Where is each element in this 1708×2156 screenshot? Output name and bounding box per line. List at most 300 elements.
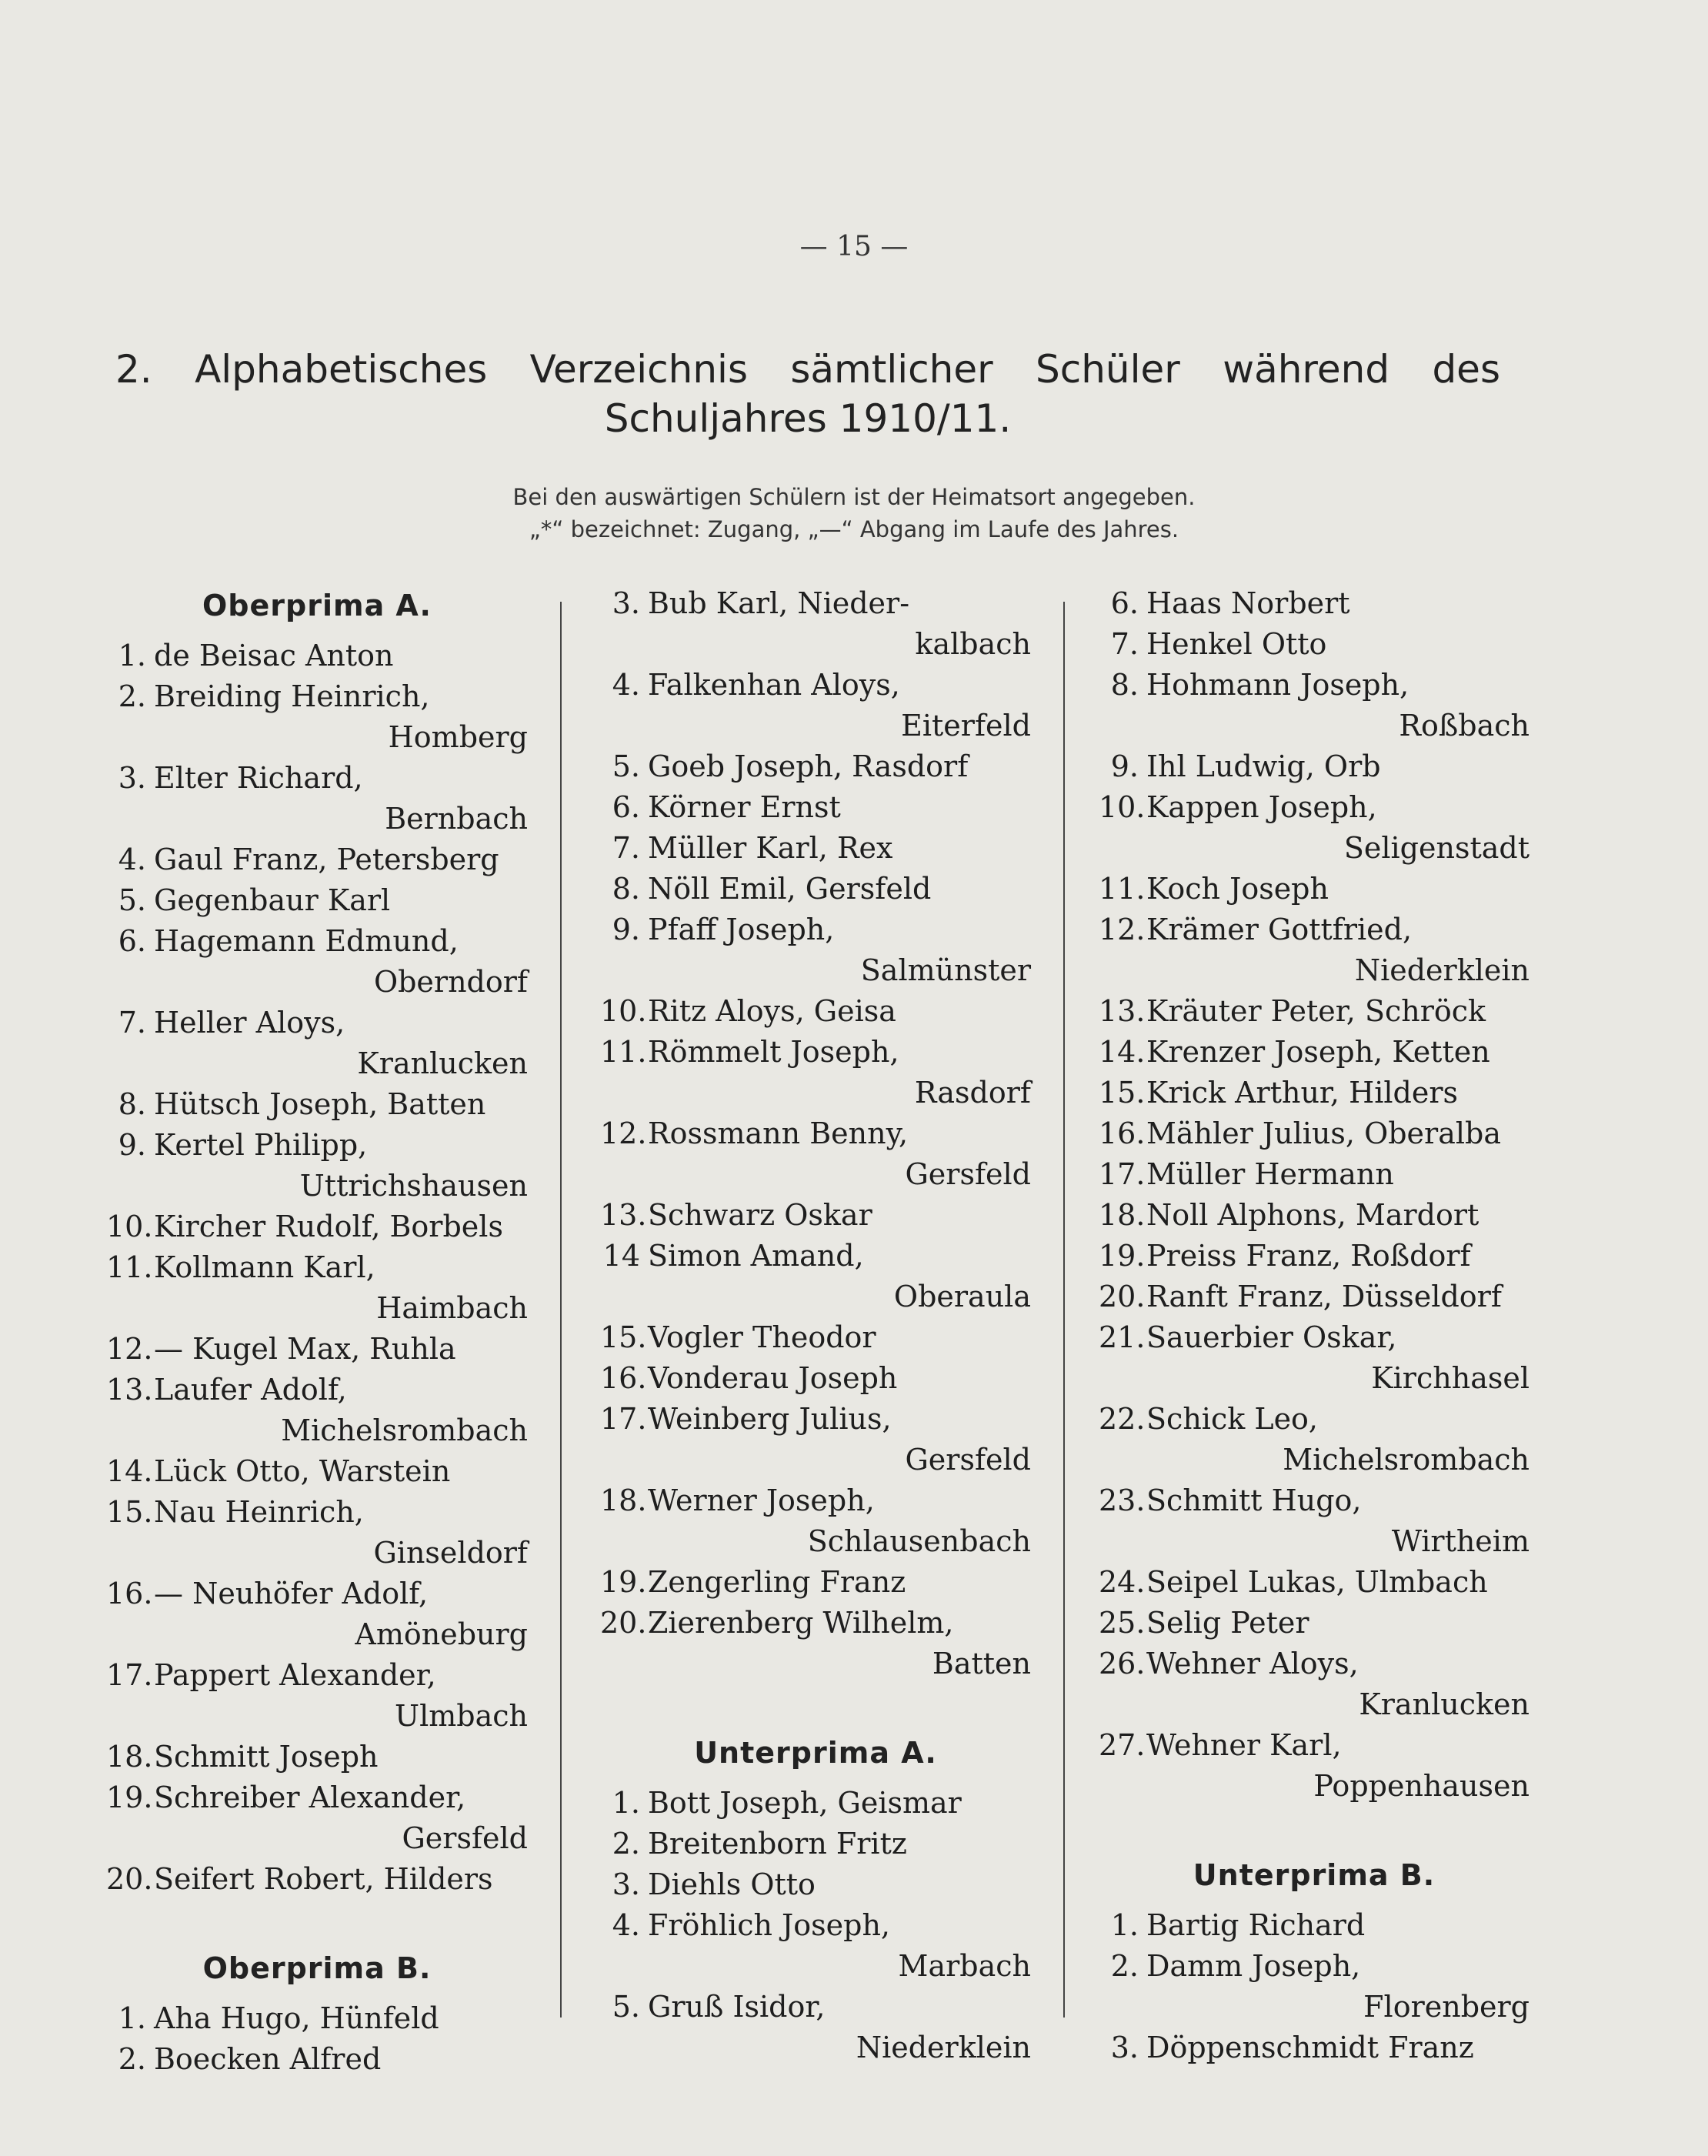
student-name: [600, 1603, 1031, 1644]
student-number: 1.: [118, 2001, 146, 2035]
student-hometown: Kranlucken: [1359, 1687, 1530, 1721]
student-name: [600, 1195, 1031, 1236]
student-number: 2.: [612, 1827, 640, 1861]
student-entry: [600, 1236, 1031, 1317]
student-hometown: Oberaula: [893, 1280, 1031, 1313]
student-name-text: Damm Joseph,: [1146, 1949, 1361, 1983]
section-title: [115, 345, 1500, 443]
student-name: [106, 1574, 528, 1614]
student-entry: [106, 636, 528, 676]
student-name: [1099, 1236, 1530, 1277]
student-number: 4.: [612, 668, 640, 702]
student-number: 27.: [1099, 1728, 1146, 1762]
student-entry: [106, 1206, 528, 1247]
student-hometown: Schlausenbach: [807, 1524, 1031, 1558]
student-number: 17.: [600, 1402, 647, 1436]
legend-note: [0, 481, 1708, 546]
student-name: [106, 1003, 528, 1043]
student-name-text: Fröhlich Joseph,: [648, 1908, 891, 1942]
student-name: [1099, 624, 1530, 665]
student-name: [600, 1987, 1031, 2028]
student-name-text: Goeb Joseph, Rasdorf: [648, 749, 969, 783]
student-name: [600, 1905, 1031, 1946]
student-number: 8.: [612, 872, 640, 906]
student-hometown: Wirtheim: [1391, 1524, 1530, 1558]
student-entry: [600, 1987, 1031, 2068]
student-entry: [600, 1317, 1031, 1358]
note-line-1: Bei den auswärtigen Schülern ist der Heimatsort angegeben.: [512, 484, 1196, 510]
student-entry: [106, 1998, 528, 2039]
student-name-text: Hagemann Edmund,: [154, 924, 459, 958]
student-number: 10.: [106, 1210, 153, 1243]
student-entry: [1099, 1032, 1530, 1073]
student-list: [106, 636, 528, 1900]
student-name: [600, 1032, 1031, 1073]
column-2: [600, 583, 1031, 2068]
student-name-text: Krämer Gottfried,: [1146, 913, 1413, 946]
student-number: 13.: [600, 1198, 647, 1232]
student-name: [106, 1492, 528, 1533]
student-name: [600, 1480, 1031, 1521]
student-name-text: Henkel Otto: [1146, 627, 1327, 661]
student-number: 5.: [118, 883, 146, 917]
student-name: [600, 869, 1031, 909]
student-name: [106, 1329, 528, 1370]
student-name: [600, 909, 1031, 950]
class-heading: Oberprima A.: [202, 589, 432, 622]
student-name: [106, 1737, 528, 1777]
student-hometown: Gersfeld: [905, 1443, 1031, 1477]
student-name: [1099, 1113, 1530, 1154]
student-entry: [106, 1084, 528, 1125]
student-number: 24.: [1099, 1565, 1146, 1599]
student-hometown: Gersfeld: [402, 1821, 528, 1855]
student-list: [106, 1998, 528, 2080]
column-1: [106, 583, 528, 2080]
student-name: [600, 746, 1031, 787]
class-heading: Unterprima B.: [1193, 1858, 1436, 1892]
student-entry: [1099, 1277, 1530, 1317]
student-name-text: Falkenhan Aloys,: [648, 668, 900, 702]
student-entry: [600, 787, 1031, 828]
column-divider: [1063, 602, 1065, 2017]
student-hometown: Batten: [932, 1647, 1031, 1680]
student-entry: [600, 665, 1031, 746]
student-name: [106, 758, 528, 799]
student-name: [1099, 1725, 1530, 1766]
student-entry: [1099, 1946, 1530, 2028]
student-list: [600, 1783, 1031, 2068]
student-entry: [600, 1032, 1031, 1113]
student-entry: [106, 921, 528, 1003]
student-number: 12.: [600, 1116, 647, 1150]
student-name-text: Hohmann Joseph,: [1146, 668, 1409, 702]
student-number: 5.: [612, 1990, 640, 2024]
student-name-text: Lück Otto, Warstein: [154, 1454, 451, 1488]
student-entry: [106, 1247, 528, 1329]
student-name: [1099, 1905, 1530, 1946]
student-name: [600, 1317, 1031, 1358]
student-hometown: Niederklein: [856, 2031, 1031, 2064]
student-name: [1099, 1399, 1530, 1440]
student-list: [600, 583, 1031, 1684]
student-name: [1099, 1644, 1530, 1684]
student-hometown: Roßbach: [1399, 709, 1530, 743]
student-name-text: Noll Alphons, Mardort: [1146, 1198, 1479, 1232]
student-name-text: Breitenborn Fritz: [648, 1827, 907, 1861]
student-name: [106, 1206, 528, 1247]
student-entry: [106, 880, 528, 921]
student-name-text: Römmelt Joseph,: [648, 1035, 899, 1069]
student-name: [106, 1247, 528, 1288]
student-number: 22.: [1099, 1402, 1146, 1436]
student-name: [106, 676, 528, 717]
student-name-text: Schick Leo,: [1146, 1402, 1319, 1436]
title-line-1: 2. Alphabetisches Verzeichnis sämtlicher Schüler während des: [115, 347, 1500, 392]
student-name: [1099, 583, 1530, 624]
student-hometown: Amöneburg: [355, 1617, 528, 1651]
student-entry: [600, 1195, 1031, 1236]
student-number: 18.: [600, 1484, 647, 1517]
column-3: [1099, 583, 1530, 2068]
student-name-text: Kircher Rudolf, Borbels: [154, 1210, 503, 1243]
student-name: [600, 1824, 1031, 1864]
student-hometown: Haimbach: [376, 1291, 528, 1325]
student-number: 7.: [612, 831, 640, 865]
page-number: — 15 —: [799, 231, 909, 262]
student-entry: [600, 1480, 1031, 1562]
student-hometown: Eiterfeld: [901, 709, 1031, 743]
student-number: 20.: [600, 1606, 647, 1640]
student-name: [1099, 1073, 1530, 1113]
student-name-text: Zierenberg Wilhelm,: [648, 1606, 954, 1640]
student-name: [600, 1236, 1031, 1277]
student-entry: [106, 758, 528, 839]
student-entry: [600, 583, 1031, 665]
student-name-text: Pfaff Joseph,: [648, 913, 835, 946]
student-name-text: Mähler Julius, Oberalba: [1146, 1116, 1501, 1150]
student-name: [1099, 1946, 1530, 1987]
student-number: 12.: [106, 1332, 153, 1366]
student-entry: [600, 1603, 1031, 1684]
student-number: 13.: [1099, 994, 1146, 1028]
student-name-text: Gruß Isidor,: [648, 1990, 826, 2024]
student-name-text: Aha Hugo, Hünfeld: [154, 2001, 439, 2035]
student-name-text: Haas Norbert: [1146, 586, 1350, 620]
student-number: 1.: [612, 1786, 640, 1820]
student-number: 3.: [612, 586, 640, 620]
student-hometown: Kirchhasel: [1371, 1361, 1530, 1395]
student-name-text: Rossmann Benny,: [648, 1116, 909, 1150]
student-name-text: Ihl Ludwig, Orb: [1146, 749, 1381, 783]
student-name: [1099, 1603, 1530, 1644]
student-hometown: Bernbach: [385, 802, 528, 836]
student-entry: [106, 1492, 528, 1574]
student-number: 16.: [106, 1577, 153, 1610]
student-name-text: Bott Joseph, Geismar: [648, 1786, 962, 1820]
student-number: 3.: [118, 761, 146, 795]
student-name-text: Kertel Philipp,: [154, 1128, 368, 1162]
student-entry: [600, 1399, 1031, 1480]
student-number: 9.: [118, 1128, 146, 1162]
student-name: [106, 1370, 528, 1410]
student-name-text: Diehls Otto: [648, 1867, 816, 1901]
student-name-text: Wehner Karl,: [1146, 1728, 1342, 1762]
student-number: 17.: [1099, 1157, 1146, 1191]
student-number: 14.: [106, 1454, 153, 1488]
note-line-2: „*“ bezeichnet: Zugang, „—“ Abgang im Laufe des Jahres.: [529, 516, 1179, 542]
student-number: 12.: [1099, 913, 1146, 946]
student-entry: [600, 1864, 1031, 1905]
student-name: [106, 839, 528, 880]
student-entry: [1099, 869, 1530, 909]
student-name-text: Döppenschmidt Franz: [1146, 2031, 1474, 2064]
student-entry: [1099, 1154, 1530, 1195]
student-name-text: Wehner Aloys,: [1146, 1647, 1359, 1680]
student-number: 11.: [106, 1250, 153, 1284]
student-name-text: Ritz Aloys, Geisa: [648, 994, 896, 1028]
student-name: [106, 1998, 528, 2039]
student-hometown: Rasdorf: [914, 1076, 1031, 1110]
student-name-text: Laufer Adolf,: [154, 1373, 347, 1407]
student-number: 23.: [1099, 1484, 1146, 1517]
student-name: [600, 1358, 1031, 1399]
student-name-text: Weinberg Julius,: [648, 1402, 892, 1436]
student-entry: [106, 1777, 528, 1859]
student-number: 7.: [1110, 627, 1139, 661]
student-name-text: Krick Arthur, Hilders: [1146, 1076, 1458, 1110]
student-entry: [106, 839, 528, 880]
student-number: 6.: [118, 924, 146, 958]
student-entry: [600, 869, 1031, 909]
student-name: [1099, 1480, 1530, 1521]
student-name-text: de Beisac Anton: [154, 639, 394, 672]
student-name: [1099, 991, 1530, 1032]
student-name-text: Gegenbaur Karl: [154, 883, 391, 917]
student-number: 5.: [612, 749, 640, 783]
student-name-text: Pappert Alexander,: [154, 1658, 436, 1692]
student-name: [1099, 746, 1530, 787]
student-list: [1099, 1905, 1530, 2068]
student-number: 1.: [118, 639, 146, 672]
student-entry: [600, 746, 1031, 787]
student-number: 10.: [1099, 790, 1146, 824]
student-number: 6.: [612, 790, 640, 824]
student-hometown: kalbach: [915, 627, 1031, 661]
student-name-text: Boecken Alfred: [154, 2042, 382, 2076]
student-number: 11.: [600, 1035, 647, 1069]
student-entry: [1099, 909, 1530, 991]
student-number: 6.: [1110, 586, 1139, 620]
class-heading: Unterprima A.: [694, 1736, 937, 1770]
student-hometown: Michelsrombach: [1283, 1443, 1530, 1477]
student-name-text: Müller Hermann: [1146, 1157, 1394, 1191]
student-number: 20.: [1099, 1280, 1146, 1313]
student-hometown: Niederklein: [1354, 953, 1530, 987]
student-hometown: Oberndorf: [373, 965, 528, 999]
student-name-text: Koch Joseph: [1146, 872, 1329, 906]
student-name-text: Kollmann Karl,: [154, 1250, 375, 1284]
student-list: [1099, 583, 1530, 1807]
student-entry: [1099, 2028, 1530, 2068]
student-name: [600, 1783, 1031, 1824]
student-number: 4.: [612, 1908, 640, 1942]
student-entry: [1099, 1480, 1530, 1562]
student-number: 13.: [106, 1373, 153, 1407]
student-number: 15.: [1099, 1076, 1146, 1110]
student-name-text: Vonderau Joseph: [648, 1361, 898, 1395]
student-hometown: Kranlucken: [357, 1046, 528, 1080]
student-name-text: Bub Karl, Nieder-: [648, 586, 910, 620]
student-name: [1099, 787, 1530, 828]
student-entry: [106, 1329, 528, 1370]
student-entry: [1099, 624, 1530, 665]
student-name: [600, 787, 1031, 828]
student-name: [1099, 1277, 1530, 1317]
student-number: 16.: [1099, 1116, 1146, 1150]
student-entry: [1099, 1195, 1530, 1236]
student-number: 17.: [106, 1658, 153, 1692]
student-entry: [106, 1737, 528, 1777]
student-name: [106, 1451, 528, 1492]
student-entry: [1099, 746, 1530, 787]
student-entry: [600, 1905, 1031, 1987]
student-number: 20.: [106, 1862, 153, 1896]
student-name-text: Werner Joseph,: [648, 1484, 875, 1517]
student-name: [600, 1399, 1031, 1440]
student-name-text: Krenzer Joseph, Ketten: [1146, 1035, 1490, 1069]
student-name-text: Sauerbier Oskar,: [1146, 1320, 1397, 1354]
student-number: 3.: [1110, 2031, 1139, 2064]
student-name-text: Hütsch Joseph, Batten: [154, 1087, 486, 1121]
student-entry: [106, 1125, 528, 1206]
student-hometown: Uttrichshausen: [299, 1169, 528, 1203]
student-number: 15.: [106, 1495, 153, 1529]
student-number: 19.: [1099, 1239, 1146, 1273]
student-entry: [600, 828, 1031, 869]
column-divider: [560, 602, 562, 2017]
student-hometown: Homberg: [388, 720, 528, 754]
student-name-text: Müller Karl, Rex: [648, 831, 893, 865]
student-name-text: Selig Peter: [1146, 1606, 1309, 1640]
student-name-text: Seipel Lukas, Ulmbach: [1146, 1565, 1488, 1599]
student-hometown: Gersfeld: [905, 1157, 1031, 1191]
student-name: [600, 991, 1031, 1032]
student-entry: [1099, 1113, 1530, 1154]
class-heading: Oberprima B.: [202, 1951, 432, 1985]
student-name: [1099, 869, 1530, 909]
student-name-text: — Kugel Max, Ruhla: [154, 1332, 456, 1366]
student-name: [600, 1562, 1031, 1603]
student-entry: [600, 1824, 1031, 1864]
student-name-text: Kräuter Peter, Schröck: [1146, 994, 1486, 1028]
student-number: 2.: [1110, 1949, 1139, 1983]
student-name-text: Kappen Joseph,: [1146, 790, 1377, 824]
student-name-text: Schwarz Oskar: [648, 1198, 872, 1232]
student-number: 8.: [1110, 668, 1139, 702]
student-number: 4.: [118, 843, 146, 876]
student-number: 3.: [612, 1867, 640, 1901]
student-name: [106, 921, 528, 962]
student-entry: [1099, 1073, 1530, 1113]
student-hometown: Ulmbach: [395, 1699, 528, 1733]
student-name-text: Schmitt Hugo,: [1146, 1484, 1362, 1517]
student-hometown: Poppenhausen: [1313, 1769, 1530, 1803]
student-name: [1099, 1195, 1530, 1236]
student-name-text: Zengerling Franz: [648, 1565, 906, 1599]
student-entry: [600, 909, 1031, 991]
student-number: 8.: [118, 1087, 146, 1121]
student-number: 19.: [600, 1565, 647, 1599]
student-hometown: Ginseldorf: [373, 1536, 528, 1570]
student-entry: [106, 2039, 528, 2080]
student-entry: [106, 1003, 528, 1084]
student-name: [600, 665, 1031, 706]
student-name-text: Nöll Emil, Gersfeld: [648, 872, 932, 906]
student-name: [1099, 1032, 1530, 1073]
student-entry: [106, 1655, 528, 1737]
student-name-text: Ranft Franz, Düsseldorf: [1146, 1280, 1502, 1313]
student-number: 16.: [600, 1361, 647, 1395]
student-name-text: Preiss Franz, Roßdorf: [1146, 1239, 1471, 1273]
student-entry: [106, 1370, 528, 1451]
student-name: [1099, 1317, 1530, 1358]
student-name-text: — Neuhöfer Adolf,: [154, 1577, 429, 1610]
student-number: 14: [602, 1239, 640, 1273]
student-entry: [1099, 991, 1530, 1032]
student-name: [106, 1084, 528, 1125]
student-name: [1099, 909, 1530, 950]
student-name: [600, 583, 1031, 624]
student-entry: [1099, 1317, 1530, 1399]
student-entry: [1099, 787, 1530, 869]
student-name: [600, 828, 1031, 869]
student-number: 26.: [1099, 1647, 1146, 1680]
student-entry: [600, 1113, 1031, 1195]
student-number: 2.: [118, 679, 146, 713]
student-name-text: Seifert Robert, Hilders: [154, 1862, 493, 1896]
student-name: [600, 1113, 1031, 1154]
student-number: 2.: [118, 2042, 146, 2076]
student-name-text: Schmitt Joseph: [154, 1740, 379, 1774]
student-number: 18.: [1099, 1198, 1146, 1232]
student-entry: [1099, 1725, 1530, 1807]
student-name: [106, 1777, 528, 1818]
student-hometown: Seligenstadt: [1343, 831, 1530, 865]
student-name: [106, 1125, 528, 1166]
student-name-text: Nau Heinrich,: [154, 1495, 364, 1529]
student-name: [106, 636, 528, 676]
student-entry: [106, 1451, 528, 1492]
student-hometown: Salmünster: [860, 953, 1031, 987]
student-hometown: Marbach: [898, 1949, 1031, 1983]
student-name-text: Körner Ernst: [648, 790, 841, 824]
student-name: [600, 1864, 1031, 1905]
student-hometown: Michelsrombach: [281, 1413, 528, 1447]
student-entry: [600, 991, 1031, 1032]
student-name: [106, 1859, 528, 1900]
student-entry: [1099, 1236, 1530, 1277]
student-name: [1099, 1562, 1530, 1603]
student-entry: [1099, 665, 1530, 746]
student-number: 25.: [1099, 1606, 1146, 1640]
student-name: [106, 880, 528, 921]
student-number: 11.: [1099, 872, 1146, 906]
student-name: [106, 1655, 528, 1696]
student-entry: [1099, 1399, 1530, 1480]
student-name-text: Gaul Franz, Petersberg: [154, 843, 499, 876]
student-name-text: Vogler Theodor: [648, 1320, 876, 1354]
